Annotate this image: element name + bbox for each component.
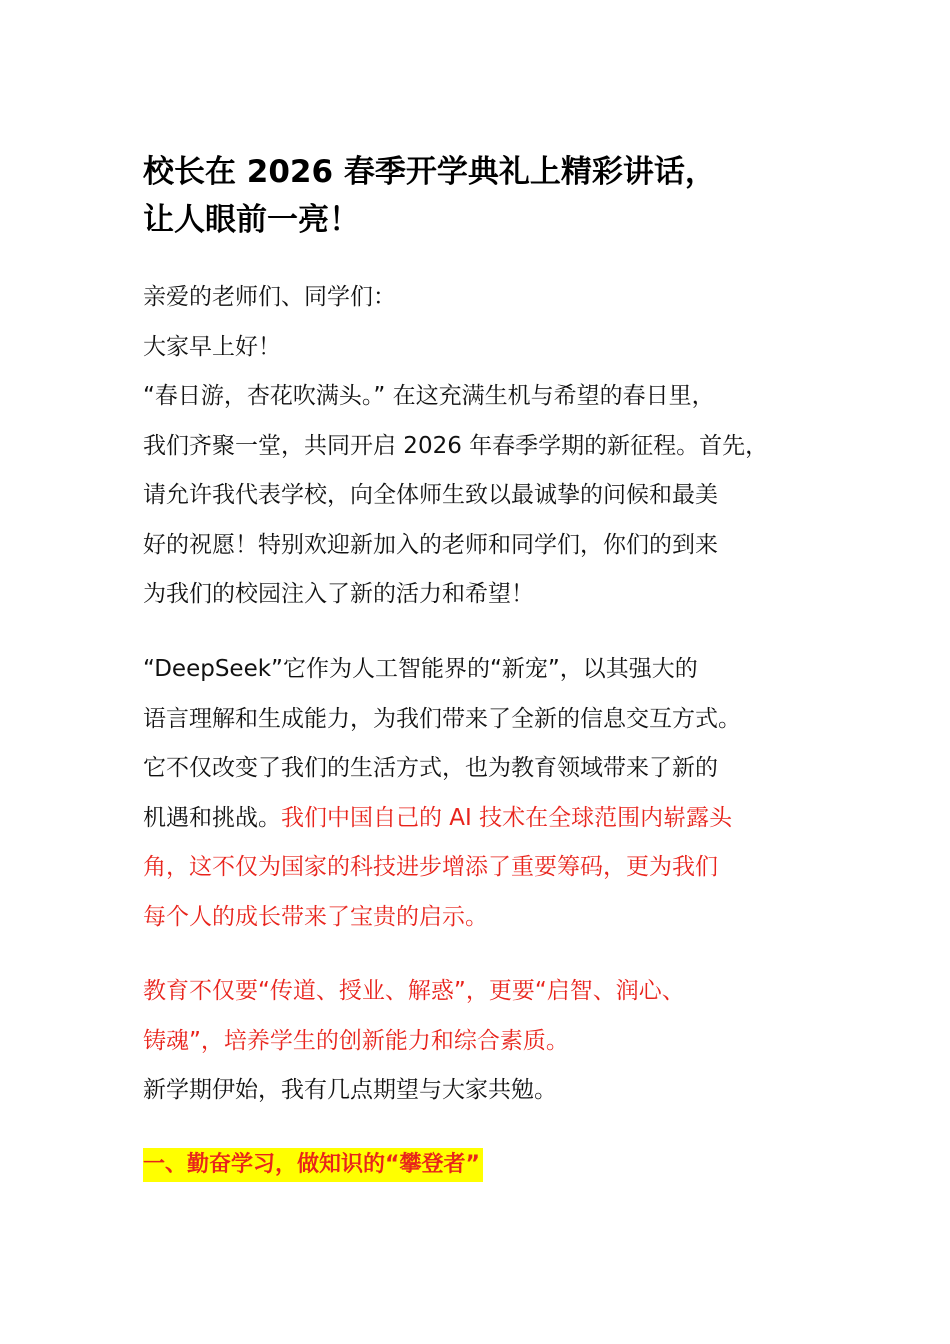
paragraph-line: 新学期伊始，我有几点期望与大家共勉。 xyxy=(143,1077,557,1103)
article-title xyxy=(143,148,833,244)
paragraph-line: 为我们的校园注入了新的活力和希望！ xyxy=(143,581,534,607)
paragraph-line: “DeepSeek”它作为人工智能界的“新宠”，以其强大的 xyxy=(143,656,698,682)
paragraph-education xyxy=(143,967,843,1116)
title-line-1: 校长在 2026 春季开学典礼上精彩讲话， xyxy=(143,154,716,190)
paragraph-line: 好的祝愿！特别欢迎新加入的老师和同学们，你们的到来 xyxy=(143,531,718,558)
paragraph-line: 我们齐聚一堂，共同开启 2026 年春季学期的新征程。首先， xyxy=(143,432,769,459)
red-emphasis-line: 教育不仅要“传道、授业、解惑”，更要“启智、润心、 xyxy=(143,978,685,1004)
title-line-2: 让人眼前一亮！ xyxy=(143,202,360,238)
black-text: 机遇和挑战。 xyxy=(143,804,281,831)
section-heading-highlighted: 一、勤奋学习，做知识的“攀登者” xyxy=(143,1148,483,1182)
paragraph-line: 请允许我代表学校，向全体师生致以最诚挚的问候和最美 xyxy=(143,482,718,508)
salutation: 亲爱的老师们、同学们： xyxy=(143,284,396,310)
paragraph-line-mixed xyxy=(143,794,843,844)
paragraph-line: 它不仅改变了我们的生活方式，也为教育领域带来了新的 xyxy=(143,755,718,781)
red-emphasis-line: 角，这不仅为国家的科技进步增添了重要筹码，更为我们 xyxy=(143,854,718,880)
paragraph-line: “春日游，杏花吹满头。” 在这充满生机与希望的春日里， xyxy=(143,383,715,409)
paragraph-deepseek xyxy=(143,645,843,942)
red-emphasis-text: 我们中国自己的 AI 技术在全球范围内崭露头 xyxy=(281,804,733,831)
paragraph-opening xyxy=(143,273,843,620)
paragraph-line: 语言理解和生成能力，为我们带来了全新的信息交互方式。 xyxy=(143,705,741,732)
greeting: 大家早上好！ xyxy=(143,333,281,360)
red-emphasis-line: 每个人的成长带来了宝贵的启示。 xyxy=(143,903,488,930)
red-emphasis-line: 铸魂”，培养学生的创新能力和综合素质。 xyxy=(143,1027,569,1054)
